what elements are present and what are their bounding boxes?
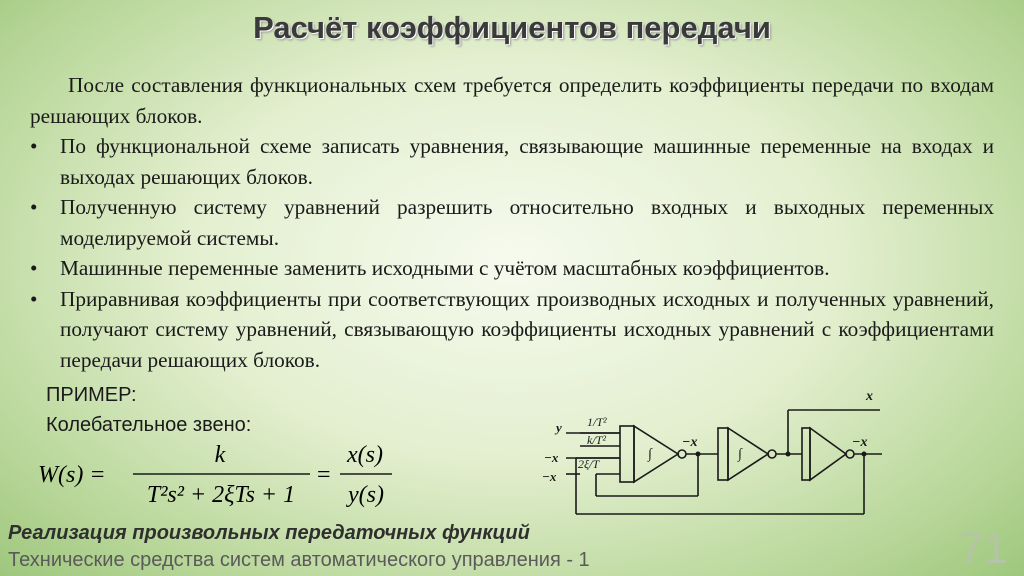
footer-title: Реализация произвольных передаточных функций	[8, 522, 530, 544]
formula-rhs-denominator: y(s)	[348, 482, 384, 508]
formula-denominator: T²s² + 2ξTs + 1	[146, 482, 296, 508]
block-diagram	[540, 388, 892, 528]
bullet-marker: •	[30, 286, 38, 311]
label-input-minus-x-1: −x	[544, 450, 559, 465]
label-gain-1: 1/T²	[587, 415, 607, 429]
integrator-2-triangle	[728, 428, 768, 480]
label-integrator-2: ∫	[738, 447, 742, 462]
label-feedback-x: x	[866, 389, 873, 404]
bullet-text: Машинные переменные заменить исходными с учётом масштабных коэффициентов.	[60, 256, 830, 280]
label-input-y: y	[556, 420, 562, 435]
formula-equals: =	[317, 462, 331, 488]
formula-numerator: k	[214, 442, 226, 468]
label-gain-3: 2ξ/T	[578, 457, 600, 471]
junction-dot	[786, 452, 791, 457]
bullet-item	[30, 284, 994, 376]
bullet-item	[30, 131, 994, 192]
bullet-item	[30, 192, 994, 253]
footer-subtitle: Технические средства систем автоматического управления - 1	[8, 549, 590, 571]
page-number: 71	[959, 524, 1008, 573]
example-label: ПРИМЕР:	[46, 384, 137, 406]
formula-lhs: W(s) =	[38, 462, 106, 488]
label-out-3: −x	[852, 435, 868, 450]
bullet-text: По функциональной схеме записать уравнения, связывающие машинные переменные на входах и выходах решающих блоков.	[60, 134, 994, 189]
bullet-marker: •	[30, 195, 38, 219]
label-integrator-1: ∫	[648, 447, 652, 462]
slide-body	[30, 70, 994, 375]
bullet-text: Приравнивая коэффициенты при соответствующих производных исходных и полученных уравнений, получают систему уравнений, связывающую коэффициенты исходных уравнений с коэффициентами передачи решающих блоков.	[60, 286, 994, 372]
transfer-function-formula	[38, 436, 408, 516]
label-gain-2: k/T²	[587, 433, 606, 447]
slide-title: Расчёт коэффициентов передачи	[253, 10, 771, 45]
example-description: Колебательное звено:	[46, 414, 252, 436]
inverter-input	[802, 428, 810, 480]
junction-dot	[862, 452, 867, 457]
integrator-1-input	[620, 426, 634, 482]
bullet-marker: •	[30, 256, 38, 280]
bullet-marker: •	[30, 134, 38, 158]
intro-paragraph: После составления функциональных схем требуется определить коэффициенты передачи по входам решающих блоков.	[30, 73, 994, 128]
example-block	[46, 380, 251, 440]
bullet-text: Полученную систему уравнений разрешить относительно входных и выходных переменных моделируемой системы.	[60, 195, 994, 250]
integrator-1-triangle	[634, 426, 678, 482]
label-out-1: −x	[682, 435, 698, 450]
integrator-2-input	[718, 428, 728, 480]
bullet-item	[30, 253, 994, 284]
label-input-minus-x-2: −x	[542, 469, 557, 484]
junction-dot	[696, 452, 701, 457]
formula-rhs-numerator: x(s)	[347, 442, 383, 468]
inverter-triangle	[810, 428, 846, 480]
